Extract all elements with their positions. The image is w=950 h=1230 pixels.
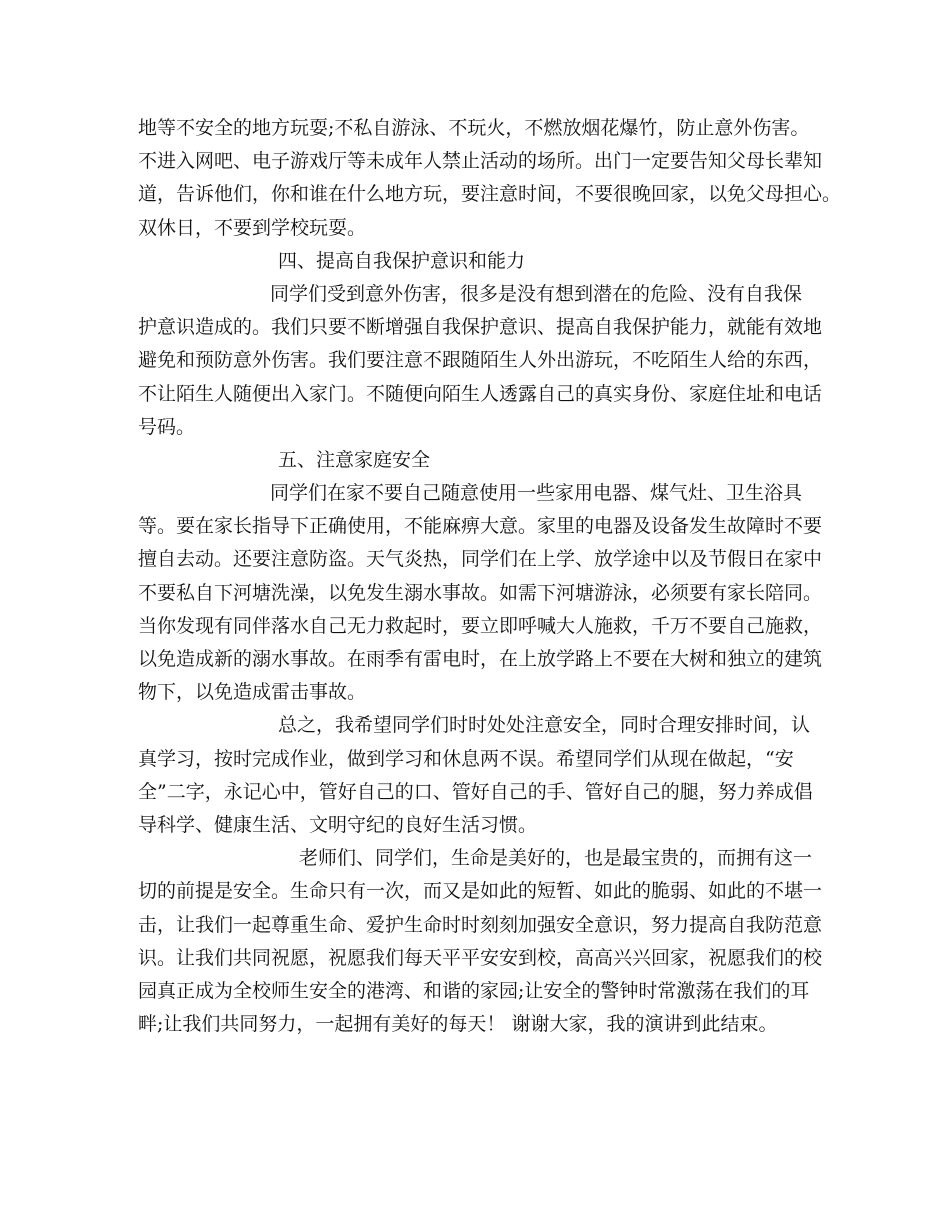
text-line: 识。让我们共同祝愿，祝愿我们每天平平安安到校，高高兴兴回家，祝愿我们的校 bbox=[138, 946, 823, 969]
text-line: 等。要在家长指导下正确使用，不能麻痹大意。家里的电器及设备发生故障时不要 bbox=[138, 515, 823, 538]
text-line: 地等不安全的地方玩耍;不私自游泳、不玩火，不燃放烟花爆竹，防止意外伤害。 bbox=[138, 117, 810, 139]
text-line: 同学们受到意外伤害，很多是没有想到潜在的危险、没有自我保 bbox=[270, 282, 803, 305]
paragraph-home-safety bbox=[138, 477, 828, 709]
paragraph-self-protection bbox=[138, 278, 828, 444]
text-line: 总之，我希望同学们时时处处注意安全，同时合理安排时间，认 bbox=[278, 714, 811, 737]
text-line: 不进入网吧、电子游戏厅等未成年人禁止活动的场所。出门一定要告知父母长辈知 bbox=[138, 150, 823, 173]
text-line: 号码。 bbox=[138, 415, 196, 438]
text-line: 当你发现有同伴落水自己无力救起时，要立即呼喊大人施救，千万不要自己施救， bbox=[138, 614, 823, 637]
section-heading-home-safety: 五、注意家庭安全 bbox=[278, 448, 431, 471]
text-line: 真学习，按时完成作业，做到学习和休息两不误。希望同学们从现在做起，“安 bbox=[138, 747, 794, 770]
text-line: 畔;让我们共同努力，一起拥有美好的每天！ 谢谢大家，我的演讲到此结束。 bbox=[138, 1013, 778, 1036]
text-line: 切的前提是安全。生命只有一次，而又是如此的短暂、如此的脆弱、如此的不堪一 bbox=[138, 880, 823, 903]
paragraph-safety-outdoors bbox=[138, 112, 842, 245]
text-line: 不让陌生人随便出入家门。不随便向陌生人透露自己的真实身份、家庭住址和电话 bbox=[138, 382, 823, 405]
document-body bbox=[138, 112, 842, 1041]
text-line: 老师们、同学们，生命是美好的，也是最宝贵的，而拥有这一 bbox=[299, 847, 813, 870]
paragraph-summary bbox=[138, 709, 828, 842]
text-line: 全”二字，永记心中，管好自己的口、管好自己的手、管好自己的腿，努力养成倡 bbox=[138, 780, 813, 803]
text-line: 园真正成为全校师生安全的港湾、和谐的家园;让安全的警钟时常激荡在我们的耳 bbox=[138, 979, 810, 1002]
paragraph-closing bbox=[138, 842, 828, 1041]
text-line: 避免和预防意外伤害。我们要注意不跟随陌生人外出游玩，不吃陌生人给的东西， bbox=[138, 349, 823, 372]
text-line: 护意识造成的。我们只要不断增强自我保护意识、提高自我保护能力，就能有效地 bbox=[138, 316, 823, 339]
text-line: 击，让我们一起尊重生命、爱护生命时时刻刻加强安全意识，努力提高自我防范意 bbox=[138, 913, 823, 936]
text-line: 以免造成新的溺水事故。在雨季有雷电时，在上放学路上不要在大树和独立的建筑 bbox=[138, 648, 823, 670]
section-heading-self-protection: 四、提高自我保护意识和能力 bbox=[278, 249, 526, 272]
text-line: 道，告诉他们，你和谁在什么地方玩，要注意时间，不要很晚回家，以免父母担心。 bbox=[138, 183, 842, 206]
text-line: 不要私自下河塘洗澡，以免发生溺水事故。如需下河塘游泳，必须要有家长陪同。 bbox=[138, 581, 823, 604]
text-line: 双休日，不要到学校玩耍。 bbox=[138, 216, 367, 239]
text-line: 同学们在家不要自己随意使用一些家用电器、煤气灶、卫生浴具 bbox=[270, 482, 803, 505]
text-line: 物下，以免造成雷击事故。 bbox=[138, 681, 367, 704]
text-line: 导科学、健康生活、文明守纪的良好生活习惯。 bbox=[138, 813, 538, 836]
text-line: 擅自去动。还要注意防盗。天气炎热，同学们在上学、放学途中以及节假日在家中 bbox=[138, 548, 823, 571]
